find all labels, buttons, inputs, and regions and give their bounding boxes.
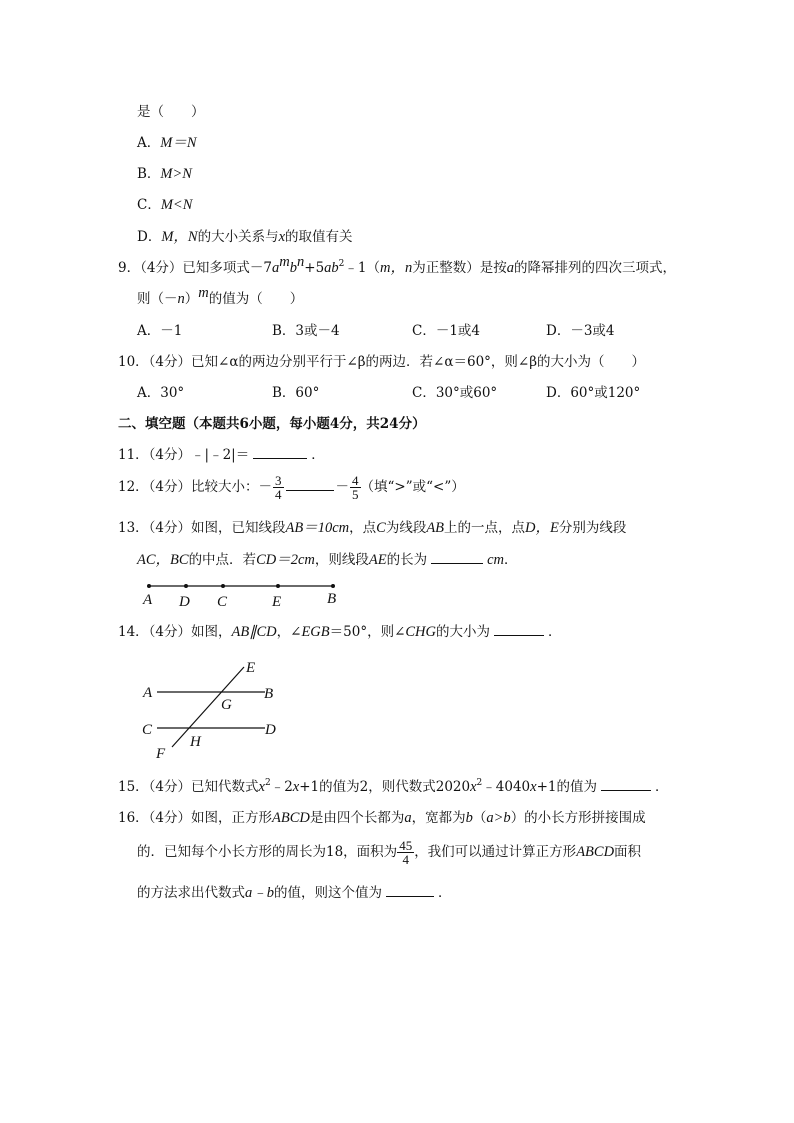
point-dot [221, 584, 225, 588]
fraction-3-4: $\frac{3}{4}$ [275, 473, 282, 502]
fraction-45-4: $\frac{45}{4}$ [399, 838, 413, 867]
point-label: G [221, 697, 232, 713]
q10-option-a: A．30° [137, 385, 185, 401]
fraction-4-5: $\frac{4}{5}$ [352, 473, 359, 502]
q8-option-d: D．M，N的大小关系与x的取值有关 [137, 229, 353, 245]
q9-option-b: B．3或－4 [272, 323, 340, 339]
answer-blank [431, 551, 483, 564]
q16-stem-line3: 的方法求出代数式a﹣b的值，则这个值为 ． [137, 885, 452, 901]
point-label: D [179, 594, 190, 610]
answer-blank [253, 446, 307, 459]
q9-option-c: C．－1或4 [412, 323, 481, 339]
q9-stem-line2: 则$(-n)^m$的值为（ ） [137, 284, 304, 307]
q13-stem: 13．（4分）如图，已知线段AB＝10cm，点C为线段AB上的一点，点D，E分别为线段 [118, 520, 627, 536]
point-label: E [272, 594, 282, 610]
q8-option-b: B．M>N [137, 166, 192, 182]
q8-tail: 是（ ） [137, 104, 205, 120]
q9-option-a: A．－1 [137, 323, 183, 339]
point-dot [331, 584, 335, 588]
q13-stem-line2: AC，BC的中点．若CD＝2cm，则线段AE的长为 cm． [137, 552, 518, 568]
q9-stem: 9．（4分）已知多项式$-7a^mb^n+5ab^2﹣1(m$，n为正整数）是按a的降幂排列的四次三项式， [118, 253, 676, 276]
q15: 15．（4分）已知代数式$x^2﹣2x+1$的值为2，则代数式$2020x^2﹣4040x+1$的值为 ． [118, 777, 669, 795]
answer-blank [494, 623, 544, 636]
q10-option-b: B．60° [272, 385, 320, 401]
point-label: A [143, 592, 153, 608]
point-label: C [142, 722, 153, 738]
point-label: B [327, 591, 337, 607]
q8-option-c: C．M<N [137, 197, 193, 213]
point-dot [276, 584, 280, 588]
q16-stem: 16．（4分）如图，正方形ABCD是由四个长都为a，宽都为b（a>b）的小长方形拼接围成 [118, 810, 646, 826]
answer-blank [286, 478, 334, 491]
answer-blank [601, 778, 651, 791]
point-label: B [264, 686, 274, 702]
section-heading: 二、填空题（本题共6小题，每小题4分，共24分） [118, 416, 426, 432]
answer-blank [386, 884, 434, 897]
parallel-lines-diagram [140, 655, 290, 765]
point-label: F [156, 746, 166, 762]
q9-option-d: D．－3或4 [546, 323, 615, 339]
q10-option-d: D．60°或120° [546, 385, 641, 401]
point-label: H [190, 734, 201, 750]
point-label: D [265, 722, 276, 738]
q10-option-c: C．30°或60° [412, 385, 498, 401]
point-label: E [246, 660, 256, 676]
q10-stem: 10．（4分）已知∠α的两边分别平行于∠β的两边．若∠α＝60°，则∠β的大小为（ ） [118, 354, 646, 370]
q12: 12．（4分）比较大小：－ $\frac{3}{4}$ － $\frac{4}{5}$ （填“>”或“<”） [118, 473, 465, 502]
point-dot [184, 584, 188, 588]
q16-stem-line2: 的．已知每个小长方形的周长为18，面积为 $\frac{45}{4}$ ，我们可以通过计算正方形ABCD面积 [137, 838, 642, 867]
segment-diagram [135, 578, 350, 610]
transversal-ef [172, 667, 244, 747]
q11: 11．（4分）﹣|﹣2|＝ ． [118, 447, 325, 463]
point-label: C [217, 594, 228, 610]
point-dot [147, 584, 151, 588]
point-label: A [143, 685, 153, 701]
q8-option-a: A．M＝N [137, 135, 197, 151]
q14-stem: 14．（4分）如图，AB∥CD，∠EGB＝50°，则∠CHG的大小为 ． [118, 624, 562, 640]
